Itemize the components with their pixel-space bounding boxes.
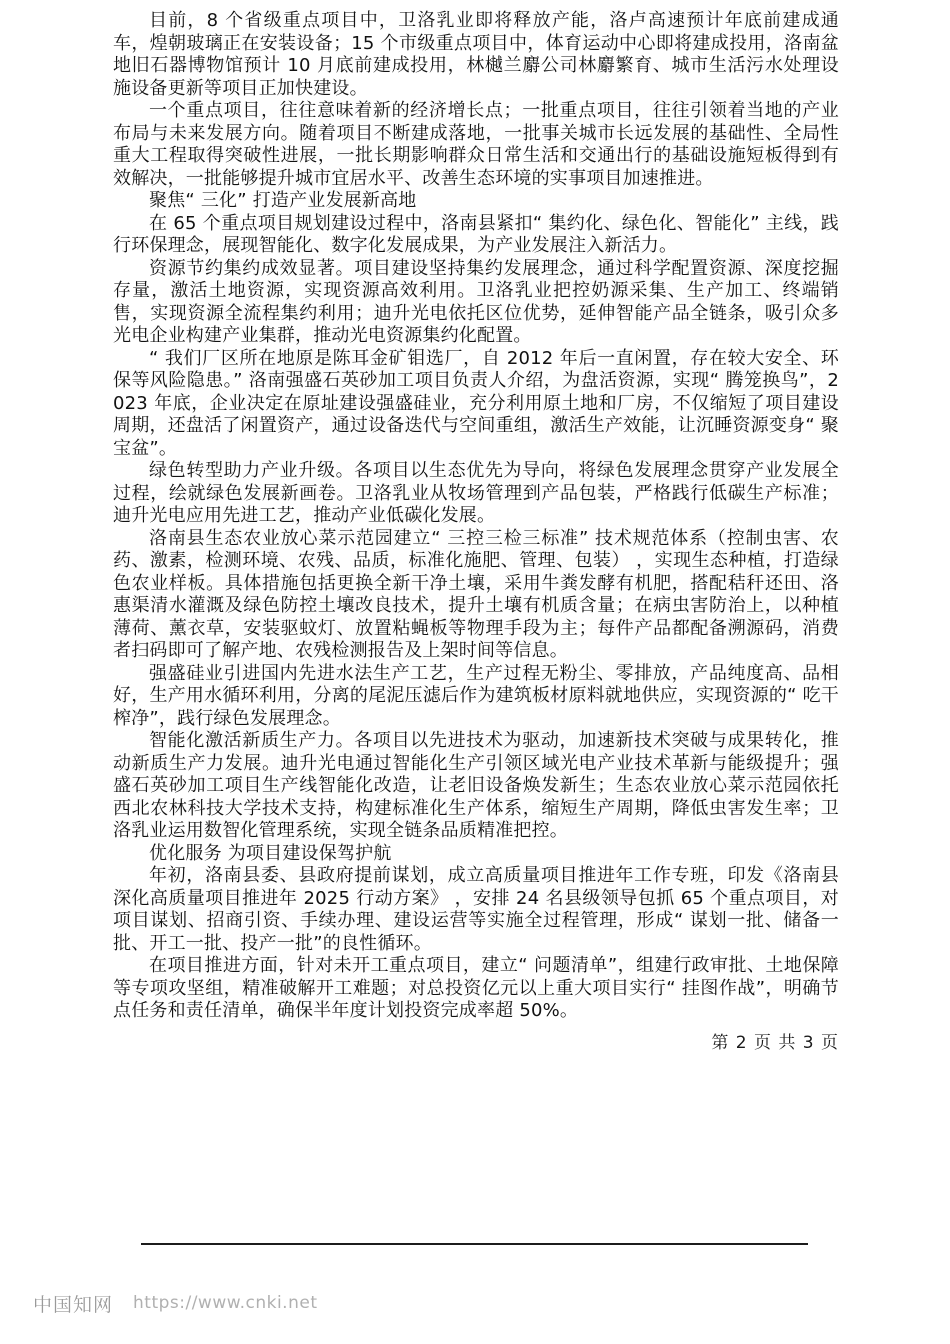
cnki-url: https://www.cnki.net [133,1293,318,1313]
paragraph: 智能化激活新质生产力。各项目以先进技术为驱动，加速新技术突破与成果转化，推动新质生产力发展。迪升光电通过智能化生产引领区域光电产业技术革新与能级提升；强盛石英砂加工项目生产线智能化改造，让老旧设备焕发新生；生态农业放心菜示范园依托西北农林科技大学技术支持，构建标准化生产体系，缩短生产周期，降低虫害发生率；卫洛乳业运用数智化管理系统，实现全链条品质精准把控。 [113,730,839,841]
paragraph: 强盛硅业引进国内先进水法生产工艺，生产过程无粉尘、零排放，产品纯度高、品相好，生产用水循环利用，分离的尾泥压滤后作为建筑板材原料就地供应，实现资源的“ 吃干榨净”，践行绿色发展理念。 [113,662,839,729]
footer-divider [141,1243,808,1245]
paragraph: 资源节约集约成效显著。项目建设坚持集约发展理念，通过科学配置资源、深度挖掘存量，激活土地资源，实现资源高效利用。卫洛乳业把控奶源采集、生产加工、终端销售，实现资源全流程集约利用；迪升光电依托区位优势，延伸智能产品全链条，吸引众多光电企业构建产业集群，推动光电资源集约化配置。 [113,257,839,346]
paragraph: 绿色转型助力产业升级。各项目以生态优先为导向，将绿色发展理念贯穿产业发展全过程，绘就绿色发展新画卷。卫洛乳业从牧场管理到产品包装，严格践行低碳生产标准；迪升光电应用先进工艺，推动产业低碳化发展。 [113,460,839,526]
paragraph: 在项目推进方面，针对未开工重点项目，建立“ 问题清单”，组建行政审批、土地保障等专项攻坚组，精准破解开工难题；对总投资亿元以上重大项目实行“ 挂图作战”，明确节点任务和责任清单，确保半年度计划投资完成率超 50%。 [113,955,839,1021]
paragraph: 洛南县生态农业放心菜示范园建立“ 三控三检三标准” 技术规范体系（控制虫害、农药、激素，检测环境、农残、品质，标准化施肥、管理、包装） ，实现生态种植，打造绿色农业样板。具体措施包括更换全新干净土壤，采用牛粪发酵有机肥，搭配秸秆还田、洛惠渠清水灌溉及绿色防控土壤改良技术，提升土壤有机质含量；在病虫害防治上，以种植薄荷、薰衣草，安装驱蚊灯、放置粘蝇板等物理手段为主；每件产品都配备溯源码，消费者扫码即可了解产地、农残检测报告及上架时间等信息。 [113,527,839,661]
section-heading: 聚焦“ 三化” 打造产业发展新高地 [149,190,417,211]
paragraph: “ 我们厂区所在地原是陈耳金矿钼选厂，自 2012 年后一直闲置，存在较大安全、环保等风险隐患。” 洛南强盛石英砂加工项目负责人介绍，为盘活资源，实现“ 腾笼换鸟”，2023 年底，企业决定在原址建设强盛硅业，充分利用原土地和厂房，不仅缩短了项目建设周期，还盘活了闲置资产，通过设备迭代与空间重组，激活生产效能，让沉睡资源变身“ 聚宝盆”。 [113,347,839,459]
section-heading: 优化服务 为项目建设保驾护航 [149,842,392,864]
paragraph: 目前，8 个省级重点项目中，卫洛乳业即将释放产能，洛卢高速预计年底前建成通车，煌朝玻璃正在安装设备；15 个市级重点项目中，体育运动中心即将建成投用，洛南盆地旧石器博物馆预计 10 月底前建成投用，林樾兰麝公司林麝繁育、城市生活污水处理设施设备更新等项目正加快建设。 [113,10,839,99]
paragraph: 年初，洛南县委、县政府提前谋划，成立高质量项目推进年工作专班，印发《洛南县深化高质量项目推进年 2025 行动方案》 ，安排 24 名县级领导包抓 65 个重点项目，对项目谋划、招商引资、手续办理、建设运营等实施全过程管理，形成“ 谋划一批、储备一批、开工一批、投产一批”的良性循环。 [113,865,839,954]
document-body [113,10,839,1022]
paragraph: 在 65 个重点项目规划建设过程中，洛南县紧扣“ 集约化、绿色化、智能化” 主线，践行环保理念，展现智能化、数字化发展成果，为产业发展注入新活力。 [113,212,839,256]
page-number: 第 2 页 共 3 页 [711,1033,839,1053]
paragraph: 一个重点项目，往往意味着新的经济增长点；一批重点项目，往往引领着当地的产业布局与未来发展方向。随着项目不断建成落地，一批事关城市长远发展的基础性、全局性重大工程取得突破性进展，一批长期影响群众日常生活和交通出行的基础设施短板得到有效解决，一批能够提升城市宜居水平、改善生态环境的实事项目加速推进。 [113,100,839,189]
cnki-watermark: 中国知网 [33,1294,114,1316]
